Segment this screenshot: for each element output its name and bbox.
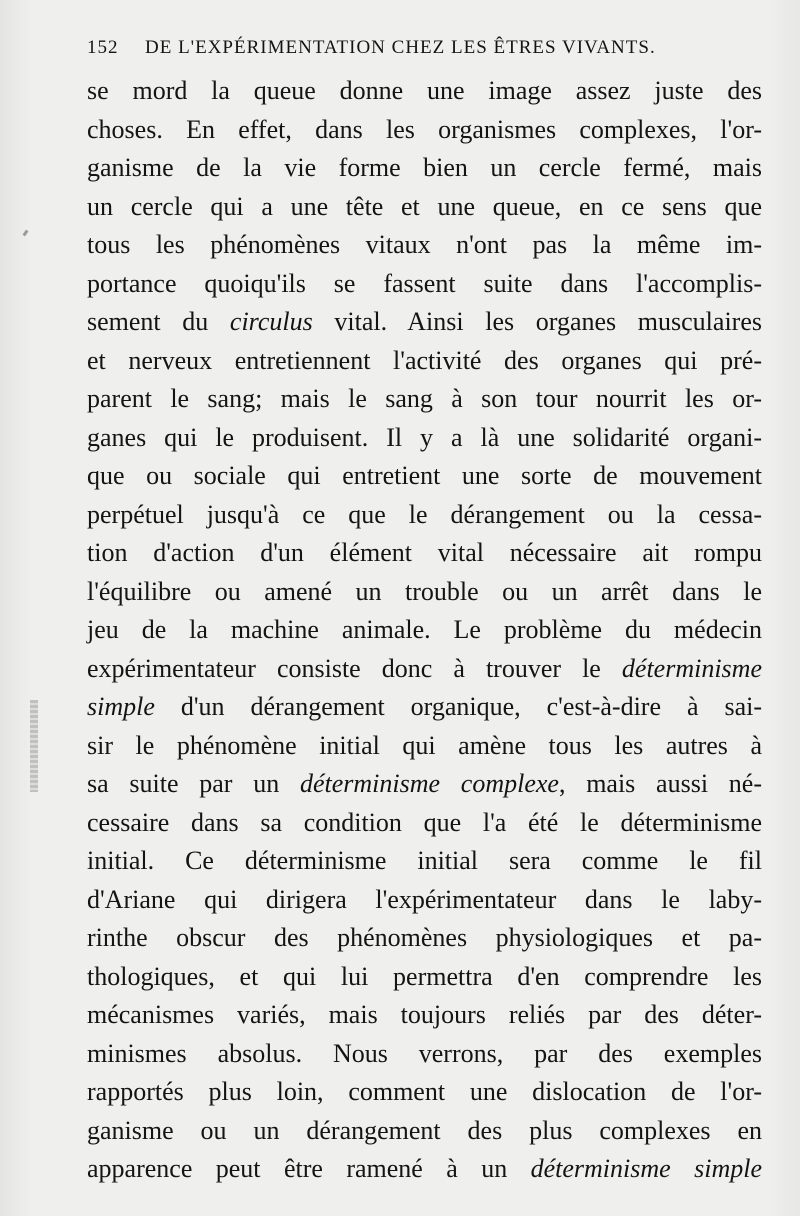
line-text: d'Ariane qui dirigera l'expérimentateur dans le laby-	[87, 884, 762, 914]
line-text-before: apparence peut être ramené à un	[87, 1154, 531, 1183]
line-text: tous les phénomènes vitaux n'ont pas la même im-	[87, 230, 762, 259]
text-line	[87, 496, 762, 535]
text-line	[87, 688, 762, 727]
text-line	[87, 419, 762, 458]
running-title: DE L'EXPÉRIMENTATION CHEZ LES ÊTRES VIVANTS.	[145, 37, 656, 58]
line-text: cessaire dans sa condition que l'a été le déterminisme	[87, 807, 762, 837]
text-line	[87, 842, 762, 881]
line-text: sir le phénomène initial qui amène tous les autres à	[87, 730, 762, 760]
text-line	[87, 342, 762, 381]
line-text: se mord la queue donne une image assez juste des	[87, 76, 762, 105]
text-line	[87, 380, 762, 419]
line-text: et nerveux entretiennent l'activité des organes qui pré-	[87, 345, 762, 375]
line-text-after: vital. Ainsi les organes musculaires	[312, 307, 762, 336]
text-line	[87, 727, 762, 766]
text-line	[87, 1073, 762, 1112]
text-line	[87, 996, 762, 1035]
line-text: choses. En effet, dans les organismes complexes, l'or-	[87, 114, 762, 144]
line-text: rapportés plus loin, comment une dislocation de l'or-	[87, 1077, 762, 1106]
text-line	[87, 881, 762, 920]
body-text	[87, 72, 762, 1189]
line-text-before: sement du	[87, 307, 230, 336]
text-line	[87, 804, 762, 843]
text-line	[87, 919, 762, 958]
line-text: portance quoiqu'ils se fassent suite dans l'accomplis-	[87, 268, 762, 298]
line-text: tion d'action d'un élément vital nécessaire ait rompu	[87, 538, 762, 567]
text-line	[87, 303, 762, 342]
italic-phrase: circulus	[229, 307, 313, 336]
line-text: parent le sang; mais le sang à son tour nourrit les or-	[87, 384, 762, 413]
text-line	[87, 226, 762, 265]
text-line	[87, 457, 762, 496]
italic-phrase: simple	[87, 692, 155, 721]
text-line	[87, 958, 762, 997]
text-line	[87, 611, 762, 650]
line-text: un cercle qui a une tête et une queue, en ce sens que	[87, 191, 762, 221]
text-line	[87, 1035, 762, 1074]
line-text: ganes qui le produisent. Il y a là une solidarité organi-	[87, 422, 762, 452]
line-text: minismes absolus. Nous verrons, par des exemples	[87, 1038, 762, 1068]
line-text: l'équilibre ou amené un trouble ou un arrêt dans le	[87, 576, 762, 606]
line-text: ganisme ou un dérangement des plus complexes en	[87, 1115, 762, 1145]
text-line	[87, 573, 762, 612]
line-text: thologiques, et qui lui permettra d'en comprendre les	[87, 961, 762, 991]
line-text: perpétuel jusqu'à ce que le dérangement ou la cessa-	[87, 499, 762, 529]
text-line	[87, 1150, 762, 1189]
line-text-before: expérimentateur consiste donc à trouver le	[87, 653, 622, 683]
page-header	[87, 34, 697, 62]
text-line	[87, 265, 762, 304]
line-text: mécanismes variés, mais toujours reliés par des déter-	[87, 1000, 762, 1029]
text-line	[87, 650, 762, 689]
ink-speck	[23, 230, 29, 237]
text-line	[87, 765, 762, 804]
line-text-after: d'un dérangement organique, c'est-à-dire à sai-	[154, 692, 762, 721]
line-text: ganisme de la vie forme bien un cercle fermé, mais	[87, 153, 762, 182]
page-number: 152	[87, 37, 119, 58]
text-line	[87, 149, 762, 188]
text-line	[87, 1112, 762, 1151]
line-text: que ou sociale qui entretient une sorte de mouvement	[87, 461, 762, 490]
text-line	[87, 72, 762, 111]
text-line	[87, 111, 762, 150]
line-text: rinthe obscur des phénomènes physiologiques et pa-	[87, 923, 762, 952]
line-text-before: sa suite par un	[87, 769, 300, 798]
line-text: jeu de la machine animale. Le problème du médecin	[87, 615, 762, 644]
margin-mark	[30, 700, 38, 792]
italic-phrase: déterminisme complexe	[299, 769, 559, 798]
italic-phrase: déterminisme	[621, 653, 762, 683]
italic-phrase: déterminisme simple	[530, 1154, 762, 1183]
line-text-after: , mais aussi né-	[558, 769, 762, 798]
text-line	[87, 188, 762, 227]
line-text: initial. Ce déterminisme initial sera comme le fil	[87, 846, 762, 875]
text-line	[87, 534, 762, 573]
